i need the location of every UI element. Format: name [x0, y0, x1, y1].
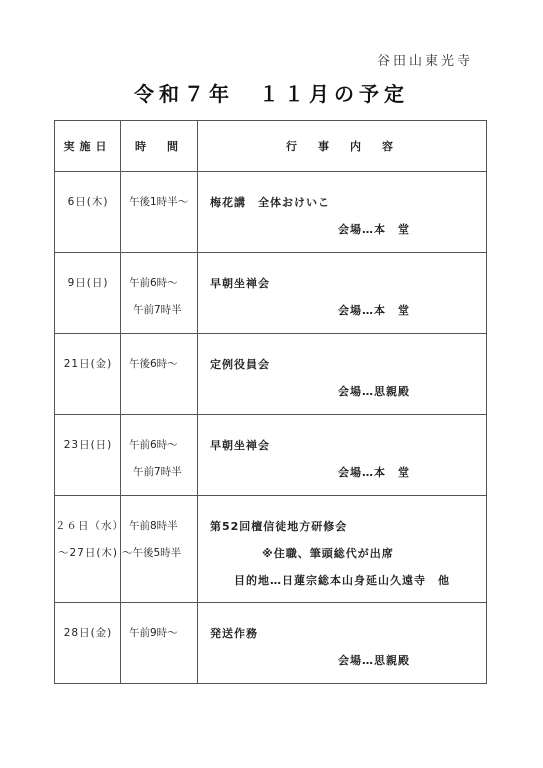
table-row: [55, 172, 487, 253]
col-header-event: 行 事 内 容: [198, 121, 487, 172]
date-cell-end: ～27日(木): [57, 547, 119, 559]
col-header-date: 実施日: [55, 121, 121, 172]
page-title: 令和７年 １１月の予定: [134, 82, 409, 106]
venue-text: 会場…思親殿: [338, 654, 410, 667]
venue-text: 会場…本 堂: [338, 304, 410, 317]
date-cell: ２６日（水）: [55, 520, 124, 532]
time-cell: 午前8時半: [129, 520, 178, 532]
time-cell-end: 午前7時半: [133, 466, 182, 478]
event-destination: 目的地…日蓮宗総本山身延山久遠寺 他: [234, 574, 450, 587]
col-header-time: 時 間: [121, 121, 198, 172]
event-title: 早朝坐禅会: [210, 439, 270, 452]
temple-name: 谷田山東光寺: [376, 54, 473, 69]
table-row: [55, 334, 487, 415]
event-title: 早朝坐禅会: [210, 277, 270, 290]
time-cell: 午後6時～: [129, 358, 178, 370]
venue-text: 会場…思親殿: [338, 385, 410, 398]
date-cell: 6日(木): [67, 196, 109, 208]
time-cell: 午前6時～: [129, 277, 178, 289]
event-title: 梅花講 全体おけいこ: [210, 196, 330, 209]
event-title: 発送作務: [210, 627, 258, 640]
table-row: [55, 496, 487, 603]
time-cell: 午前9時～: [129, 627, 178, 639]
time-cell: 午後1時半～: [129, 196, 189, 208]
table-header-row: [55, 121, 487, 172]
date-cell: 23日(日): [63, 439, 113, 451]
date-cell: 21日(金): [63, 358, 113, 370]
date-cell: 28日(金): [63, 627, 113, 639]
venue-text: 会場…本 堂: [338, 223, 410, 236]
date-cell: 9日(日): [67, 277, 109, 289]
table-row: [55, 253, 487, 334]
time-cell-end: ～午後5時半: [122, 547, 182, 559]
table-row: [55, 603, 487, 684]
table-row: [55, 415, 487, 496]
time-cell-end: 午前7時半: [133, 304, 182, 316]
venue-text: 会場…本 堂: [338, 466, 410, 479]
event-title: 第52回檀信徒地方研修会: [210, 520, 348, 533]
event-title: 定例役員会: [210, 358, 270, 371]
schedule-table: [54, 120, 487, 684]
event-note: ※住職、筆頭総代が出席: [262, 547, 394, 560]
time-cell: 午前6時～: [129, 439, 178, 451]
